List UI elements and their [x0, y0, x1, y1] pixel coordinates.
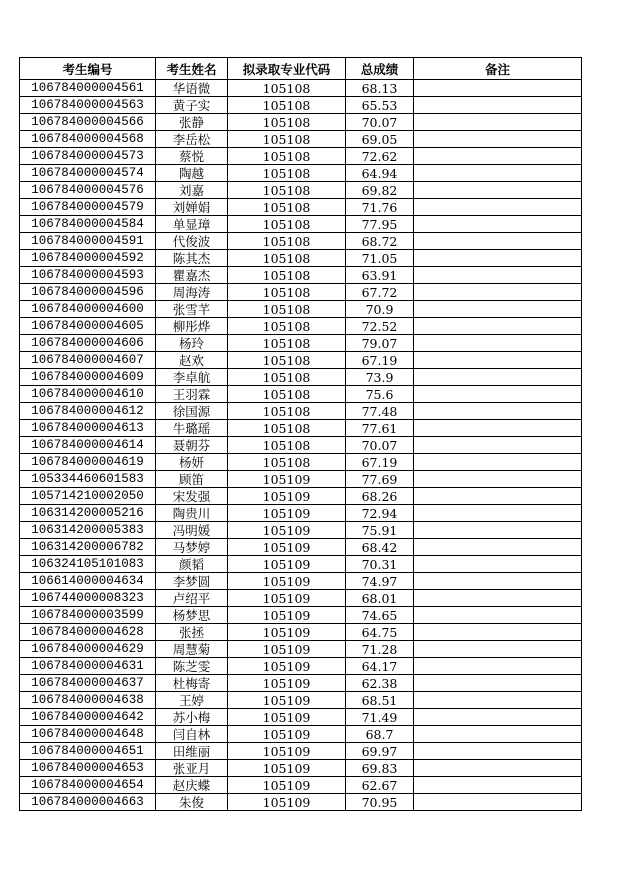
- candidate-id-cell: 106314200006782: [20, 539, 156, 556]
- remarks-cell: [414, 454, 582, 471]
- total-score-cell: 77.95: [346, 216, 414, 233]
- major-code-cell: 105108: [228, 352, 346, 369]
- major-code-cell: 105109: [228, 624, 346, 641]
- remarks-cell: [414, 505, 582, 522]
- candidate-id-cell: 106784000004574: [20, 165, 156, 182]
- major-code-cell: 105108: [228, 318, 346, 335]
- candidate-id-cell: 106784000004648: [20, 726, 156, 743]
- total-score-cell: 68.7: [346, 726, 414, 743]
- candidate-name-cell: 杨玲: [156, 335, 228, 352]
- major-code-cell: 105109: [228, 607, 346, 624]
- candidate-id-cell: 106784000004606: [20, 335, 156, 352]
- total-score-cell: 75.6: [346, 386, 414, 403]
- candidate-name-cell: 宋发强: [156, 488, 228, 505]
- candidate-id-cell: 106784000004576: [20, 182, 156, 199]
- total-score-cell: 69.97: [346, 743, 414, 760]
- remarks-cell: [414, 233, 582, 250]
- table-row: [20, 573, 582, 590]
- major-code-cell: 105109: [228, 658, 346, 675]
- candidate-id-cell: 106784000004628: [20, 624, 156, 641]
- remarks-cell: [414, 318, 582, 335]
- table-row: [20, 454, 582, 471]
- admission-list-table: [19, 57, 582, 811]
- candidate-name-cell: 陶越: [156, 165, 228, 182]
- candidate-id-cell: 106784000004607: [20, 352, 156, 369]
- candidate-name-cell: 杨梦思: [156, 607, 228, 624]
- table-row: [20, 182, 582, 199]
- total-score-cell: 70.07: [346, 114, 414, 131]
- remarks-cell: [414, 743, 582, 760]
- table-row: [20, 165, 582, 182]
- candidate-name-cell: 马梦婷: [156, 539, 228, 556]
- major-code-cell: 105108: [228, 182, 346, 199]
- remarks-cell: [414, 794, 582, 811]
- table-row: [20, 675, 582, 692]
- table-row: [20, 658, 582, 675]
- candidate-id-cell: 106784000004642: [20, 709, 156, 726]
- major-code-cell: 105108: [228, 114, 346, 131]
- major-code-cell: 105109: [228, 522, 346, 539]
- remarks-cell: [414, 335, 582, 352]
- candidate-name-cell: 杨妍: [156, 454, 228, 471]
- candidate-id-cell: 106784000004561: [20, 80, 156, 97]
- candidate-name-cell: 张亚月: [156, 760, 228, 777]
- total-score-cell: 67.19: [346, 454, 414, 471]
- candidate-id-cell: 106784000004609: [20, 369, 156, 386]
- candidate-name-cell: 李梦圆: [156, 573, 228, 590]
- major-code-cell: 105109: [228, 505, 346, 522]
- total-score-cell: 62.38: [346, 675, 414, 692]
- candidate-id-cell: 106784000004663: [20, 794, 156, 811]
- remarks-cell: [414, 165, 582, 182]
- table-row: [20, 692, 582, 709]
- total-score-cell: 77.69: [346, 471, 414, 488]
- candidate-name-cell: 田维丽: [156, 743, 228, 760]
- candidate-id-cell: 106784000004600: [20, 301, 156, 318]
- total-score-cell: 70.95: [346, 794, 414, 811]
- total-score-cell: 71.49: [346, 709, 414, 726]
- candidate-id-cell: 106784000004614: [20, 437, 156, 454]
- table-row: [20, 760, 582, 777]
- remarks-cell: [414, 607, 582, 624]
- candidate-id-cell: 106784000004563: [20, 97, 156, 114]
- total-score-cell: 63.91: [346, 267, 414, 284]
- remarks-cell: [414, 573, 582, 590]
- remarks-cell: [414, 658, 582, 675]
- candidate-id-cell: 106784000004654: [20, 777, 156, 794]
- total-score-cell: 71.05: [346, 250, 414, 267]
- table-row: [20, 369, 582, 386]
- remarks-cell: [414, 386, 582, 403]
- candidate-id-cell: 106784000003599: [20, 607, 156, 624]
- candidate-name-cell: 闫自林: [156, 726, 228, 743]
- remarks-cell: [414, 641, 582, 658]
- remarks-cell: [414, 97, 582, 114]
- major-code-cell: 105108: [228, 165, 346, 182]
- candidate-name-cell: 李岳松: [156, 131, 228, 148]
- table-row: [20, 97, 582, 114]
- candidate-id-cell: 106784000004631: [20, 658, 156, 675]
- candidate-id-cell: 106314200005383: [20, 522, 156, 539]
- table-row: [20, 505, 582, 522]
- major-code-cell: 105109: [228, 573, 346, 590]
- total-score-cell: 65.53: [346, 97, 414, 114]
- remarks-cell: [414, 369, 582, 386]
- remarks-cell: [414, 420, 582, 437]
- table-row: [20, 352, 582, 369]
- candidate-id-cell: 106784000004637: [20, 675, 156, 692]
- remarks-cell: [414, 590, 582, 607]
- candidate-id-cell: 106784000004596: [20, 284, 156, 301]
- candidate-id-cell: 106784000004638: [20, 692, 156, 709]
- candidate-name-cell: 黄子实: [156, 97, 228, 114]
- table-row: [20, 471, 582, 488]
- candidate-name-cell: 苏小梅: [156, 709, 228, 726]
- major-code-cell: 105108: [228, 80, 346, 97]
- candidate-name-cell: 李卓航: [156, 369, 228, 386]
- table-row: [20, 437, 582, 454]
- major-code-cell: 105108: [228, 267, 346, 284]
- table-row: [20, 216, 582, 233]
- major-code-cell: 105108: [228, 335, 346, 352]
- header-row: [20, 58, 582, 80]
- table-row: [20, 794, 582, 811]
- candidate-name-cell: 徐国源: [156, 403, 228, 420]
- major-code-cell: 105108: [228, 386, 346, 403]
- candidate-name-cell: 颜韬: [156, 556, 228, 573]
- remarks-cell: [414, 284, 582, 301]
- major-code-cell: 105109: [228, 471, 346, 488]
- table-row: [20, 131, 582, 148]
- table-row: [20, 539, 582, 556]
- table-row: [20, 522, 582, 539]
- candidate-id-cell: 105714210002050: [20, 488, 156, 505]
- table-row: [20, 318, 582, 335]
- remarks-cell: [414, 488, 582, 505]
- remarks-cell: [414, 471, 582, 488]
- total-score-cell: 77.48: [346, 403, 414, 420]
- remarks-cell: [414, 437, 582, 454]
- candidate-id-cell: 106784000004619: [20, 454, 156, 471]
- candidate-name-cell: 周海涛: [156, 284, 228, 301]
- remarks-cell: [414, 539, 582, 556]
- total-score-cell: 71.28: [346, 641, 414, 658]
- major-code-cell: 105108: [228, 233, 346, 250]
- total-score-cell: 64.17: [346, 658, 414, 675]
- header-total-score: 总成绩: [346, 58, 414, 80]
- candidate-name-cell: 杜梅寄: [156, 675, 228, 692]
- table-row: [20, 488, 582, 505]
- total-score-cell: 70.07: [346, 437, 414, 454]
- table-row: [20, 148, 582, 165]
- total-score-cell: 68.26: [346, 488, 414, 505]
- major-code-cell: 105108: [228, 131, 346, 148]
- total-score-cell: 69.05: [346, 131, 414, 148]
- total-score-cell: 79.07: [346, 335, 414, 352]
- table-row: [20, 709, 582, 726]
- total-score-cell: 77.61: [346, 420, 414, 437]
- table-row: [20, 386, 582, 403]
- total-score-cell: 68.01: [346, 590, 414, 607]
- table-row: [20, 233, 582, 250]
- total-score-cell: 64.75: [346, 624, 414, 641]
- candidate-id-cell: 106784000004568: [20, 131, 156, 148]
- table-row: [20, 641, 582, 658]
- remarks-cell: [414, 777, 582, 794]
- table-row: [20, 590, 582, 607]
- candidate-id-cell: 106784000004592: [20, 250, 156, 267]
- candidate-id-cell: 106784000004605: [20, 318, 156, 335]
- candidate-name-cell: 张雪芊: [156, 301, 228, 318]
- candidate-id-cell: 106784000004591: [20, 233, 156, 250]
- total-score-cell: 62.67: [346, 777, 414, 794]
- major-code-cell: 105109: [228, 590, 346, 607]
- table-row: [20, 777, 582, 794]
- remarks-cell: [414, 182, 582, 199]
- major-code-cell: 105108: [228, 216, 346, 233]
- remarks-cell: [414, 675, 582, 692]
- major-code-cell: 105108: [228, 454, 346, 471]
- major-code-cell: 105108: [228, 199, 346, 216]
- table-row: [20, 80, 582, 97]
- table-row: [20, 335, 582, 352]
- table-row: [20, 284, 582, 301]
- candidate-id-cell: 106784000004629: [20, 641, 156, 658]
- remarks-cell: [414, 114, 582, 131]
- total-score-cell: 71.76: [346, 199, 414, 216]
- candidate-name-cell: 陈其杰: [156, 250, 228, 267]
- major-code-cell: 105108: [228, 301, 346, 318]
- table-row: [20, 607, 582, 624]
- major-code-cell: 105109: [228, 709, 346, 726]
- total-score-cell: 67.19: [346, 352, 414, 369]
- major-code-cell: 105109: [228, 743, 346, 760]
- candidate-name-cell: 瞿嘉杰: [156, 267, 228, 284]
- total-score-cell: 75.91: [346, 522, 414, 539]
- remarks-cell: [414, 726, 582, 743]
- candidate-id-cell: 106784000004613: [20, 420, 156, 437]
- table-row: [20, 267, 582, 284]
- table-row: [20, 726, 582, 743]
- candidate-name-cell: 刘婵娟: [156, 199, 228, 216]
- remarks-cell: [414, 403, 582, 420]
- candidate-id-cell: 106784000004593: [20, 267, 156, 284]
- table-row: [20, 199, 582, 216]
- candidate-id-cell: 106784000004610: [20, 386, 156, 403]
- table-row: [20, 250, 582, 267]
- major-code-cell: 105108: [228, 97, 346, 114]
- candidate-name-cell: 王羽霖: [156, 386, 228, 403]
- table-body: [20, 80, 582, 811]
- total-score-cell: 68.72: [346, 233, 414, 250]
- major-code-cell: 105108: [228, 403, 346, 420]
- total-score-cell: 69.83: [346, 760, 414, 777]
- major-code-cell: 105108: [228, 250, 346, 267]
- total-score-cell: 68.13: [346, 80, 414, 97]
- candidate-name-cell: 卢绍平: [156, 590, 228, 607]
- candidate-id-cell: 106784000004584: [20, 216, 156, 233]
- candidate-name-cell: 王婷: [156, 692, 228, 709]
- remarks-cell: [414, 709, 582, 726]
- remarks-cell: [414, 301, 582, 318]
- candidate-name-cell: 刘嘉: [156, 182, 228, 199]
- total-score-cell: 69.82: [346, 182, 414, 199]
- major-code-cell: 105109: [228, 641, 346, 658]
- candidate-id-cell: 106784000004612: [20, 403, 156, 420]
- total-score-cell: 64.94: [346, 165, 414, 182]
- remarks-cell: [414, 624, 582, 641]
- major-code-cell: 105109: [228, 692, 346, 709]
- candidate-name-cell: 代俊波: [156, 233, 228, 250]
- candidate-id-cell: 106784000004651: [20, 743, 156, 760]
- remarks-cell: [414, 556, 582, 573]
- candidate-name-cell: 华语微: [156, 80, 228, 97]
- candidate-name-cell: 冯明媛: [156, 522, 228, 539]
- remarks-cell: [414, 131, 582, 148]
- table-row: [20, 743, 582, 760]
- candidate-name-cell: 单显璋: [156, 216, 228, 233]
- candidate-id-cell: 106314200005216: [20, 505, 156, 522]
- major-code-cell: 105109: [228, 726, 346, 743]
- total-score-cell: 70.31: [346, 556, 414, 573]
- major-code-cell: 105108: [228, 148, 346, 165]
- candidate-id-cell: 105334460601583: [20, 471, 156, 488]
- remarks-cell: [414, 522, 582, 539]
- major-code-cell: 105109: [228, 760, 346, 777]
- major-code-cell: 105109: [228, 777, 346, 794]
- remarks-cell: [414, 760, 582, 777]
- table-row: [20, 556, 582, 573]
- major-code-cell: 105109: [228, 539, 346, 556]
- table-row: [20, 420, 582, 437]
- candidate-id-cell: 106784000004573: [20, 148, 156, 165]
- major-code-cell: 105108: [228, 437, 346, 454]
- candidate-name-cell: 陈芝雯: [156, 658, 228, 675]
- candidate-id-cell: 106784000004653: [20, 760, 156, 777]
- major-code-cell: 105109: [228, 794, 346, 811]
- major-code-cell: 105109: [228, 556, 346, 573]
- candidate-name-cell: 柳彤烨: [156, 318, 228, 335]
- candidate-id-cell: 106744000008323: [20, 590, 156, 607]
- major-code-cell: 105109: [228, 675, 346, 692]
- total-score-cell: 68.42: [346, 539, 414, 556]
- header-candidate-id: 考生编号: [20, 58, 156, 80]
- total-score-cell: 74.97: [346, 573, 414, 590]
- candidate-id-cell: 106784000004566: [20, 114, 156, 131]
- candidate-name-cell: 周慧菊: [156, 641, 228, 658]
- table-row: [20, 301, 582, 318]
- remarks-cell: [414, 267, 582, 284]
- table-row: [20, 624, 582, 641]
- total-score-cell: 73.9: [346, 369, 414, 386]
- major-code-cell: 105108: [228, 369, 346, 386]
- total-score-cell: 68.51: [346, 692, 414, 709]
- total-score-cell: 72.94: [346, 505, 414, 522]
- remarks-cell: [414, 352, 582, 369]
- total-score-cell: 72.62: [346, 148, 414, 165]
- table-row: [20, 403, 582, 420]
- candidate-id-cell: 106784000004579: [20, 199, 156, 216]
- header-remarks: 备注: [414, 58, 582, 80]
- header-candidate-name: 考生姓名: [156, 58, 228, 80]
- header-major-code: 拟录取专业代码: [228, 58, 346, 80]
- candidate-id-cell: 106324105101083: [20, 556, 156, 573]
- candidate-name-cell: 牛璐瑶: [156, 420, 228, 437]
- remarks-cell: [414, 692, 582, 709]
- total-score-cell: 74.65: [346, 607, 414, 624]
- remarks-cell: [414, 250, 582, 267]
- table-row: [20, 114, 582, 131]
- candidate-name-cell: 赵庆蝶: [156, 777, 228, 794]
- total-score-cell: 70.9: [346, 301, 414, 318]
- candidate-name-cell: 赵欢: [156, 352, 228, 369]
- candidate-name-cell: 张静: [156, 114, 228, 131]
- candidate-name-cell: 陶贵川: [156, 505, 228, 522]
- candidate-id-cell: 106614000004634: [20, 573, 156, 590]
- candidate-name-cell: 蔡悦: [156, 148, 228, 165]
- remarks-cell: [414, 80, 582, 97]
- candidate-name-cell: 聂朝芬: [156, 437, 228, 454]
- candidate-name-cell: 张拯: [156, 624, 228, 641]
- remarks-cell: [414, 199, 582, 216]
- remarks-cell: [414, 216, 582, 233]
- major-code-cell: 105108: [228, 284, 346, 301]
- candidate-name-cell: 顾笛: [156, 471, 228, 488]
- candidate-name-cell: 朱俊: [156, 794, 228, 811]
- total-score-cell: 72.52: [346, 318, 414, 335]
- total-score-cell: 67.72: [346, 284, 414, 301]
- major-code-cell: 105108: [228, 420, 346, 437]
- major-code-cell: 105109: [228, 488, 346, 505]
- remarks-cell: [414, 148, 582, 165]
